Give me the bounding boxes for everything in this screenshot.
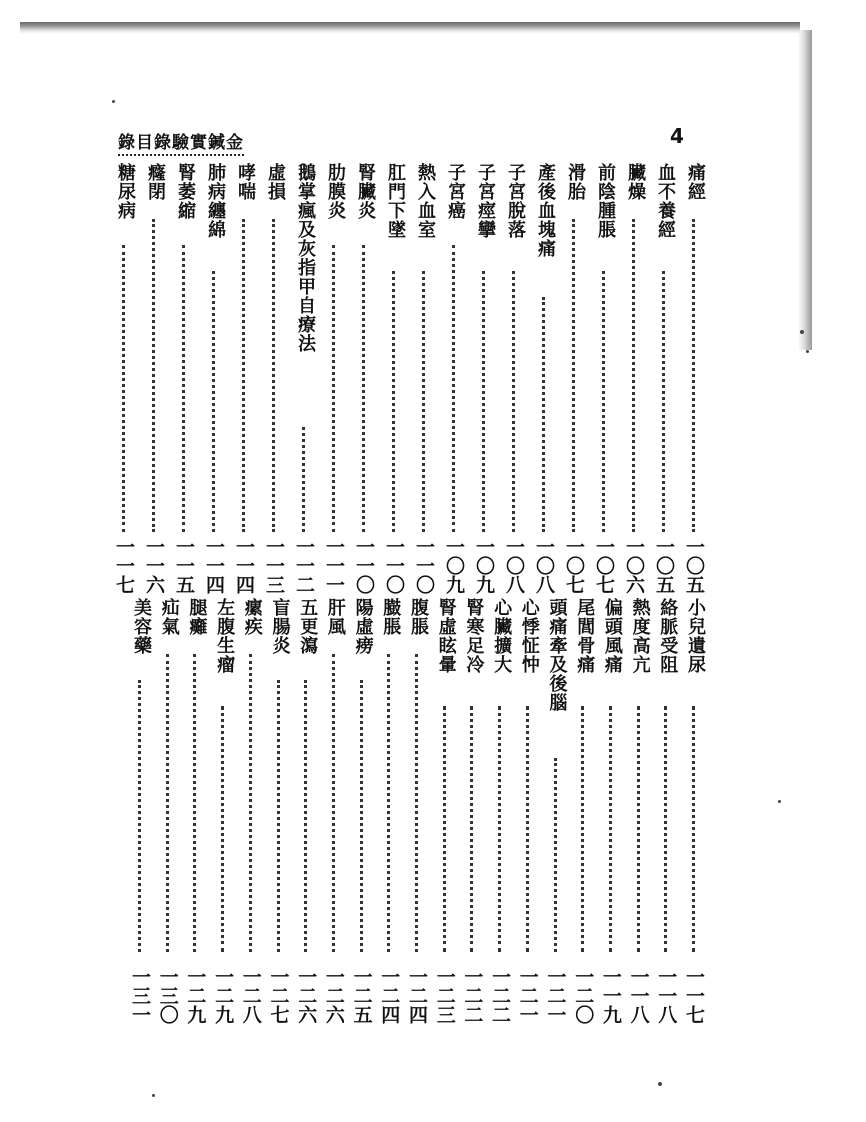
toc-entry-title: 陽虛痨: [352, 598, 374, 655]
toc-leader-dots: [554, 758, 557, 952]
toc-entry-page: 一〇五: [653, 537, 675, 594]
toc-entry: [152, 598, 182, 1028]
toc-entry-title: 臟燥: [625, 163, 646, 201]
toc-entry-title: 肛門下墜: [385, 163, 406, 239]
toc-leader-dots: [332, 245, 335, 532]
toc-entry: [484, 598, 514, 1028]
toc-entry-page: 一一〇: [383, 537, 405, 594]
toc-entry-title: 熱入血室: [415, 163, 436, 239]
toc-entry-page: 一〇七: [593, 537, 615, 594]
toc-entry: [290, 598, 320, 1028]
toc-entry-page: 一二九: [184, 967, 207, 1024]
toc-entry: [567, 598, 597, 1028]
toc-leader-dots: [362, 245, 365, 532]
toc-entry-page: 一二六: [295, 967, 318, 1024]
toc-entry-title: 血不養經: [655, 163, 676, 239]
toc-entry-page: 一一七: [113, 537, 135, 594]
speck: [778, 800, 781, 803]
toc-entry-title: 肝風: [324, 598, 346, 636]
toc-entry: [288, 163, 318, 598]
toc-entry-title: 子宮癌: [445, 163, 466, 220]
toc-entry-page: 一二四: [406, 967, 428, 1024]
toc-leader-dots: [302, 427, 305, 532]
toc-entry-page: 一一八: [627, 967, 650, 1024]
toc-entry-page: 一二三: [433, 967, 456, 1024]
toc-leader-dots: [512, 271, 515, 532]
toc-leader-dots: [692, 219, 695, 532]
toc-entry: [198, 163, 228, 598]
toc-entry: [235, 598, 265, 1028]
speck: [112, 100, 115, 103]
toc-leader-dots: [387, 654, 390, 952]
toc-entry-title: 瘰疾: [241, 598, 263, 636]
toc-entry-title: 尾閭骨痛: [574, 598, 596, 674]
toc-leader-dots: [277, 680, 280, 952]
toc-entry-title: 腿癱: [186, 598, 208, 636]
toc-section-top: [108, 163, 708, 598]
page-number: 4: [670, 124, 684, 148]
toc-entry-page: 一〇九: [473, 537, 495, 594]
toc-entry: [623, 598, 653, 1028]
toc-entry-page: 一三一: [129, 967, 151, 1024]
toc-leader-dots: [526, 706, 529, 952]
toc-leader-dots: [581, 706, 584, 952]
toc-entry-title: 絡脈受阻: [657, 598, 679, 674]
toc-entry: [456, 598, 486, 1028]
toc-leader-dots: [452, 245, 455, 532]
toc-entry-title: 腎萎縮: [175, 163, 196, 220]
toc-entry: [498, 163, 528, 598]
toc-entry-page: 一二〇: [572, 967, 595, 1024]
toc-leader-dots: [443, 706, 446, 952]
toc-entry: [678, 163, 708, 598]
toc-entry: [618, 163, 648, 598]
toc-entry: [528, 163, 558, 598]
toc-leader-dots: [662, 271, 665, 532]
toc-entry-title: 心臟擴大: [491, 598, 513, 674]
speck: [658, 1082, 662, 1086]
toc-entry: [318, 163, 348, 598]
toc-entry: [378, 163, 408, 598]
toc-entry-title: 熱度高亢: [629, 598, 651, 674]
toc-leader-dots: [360, 680, 363, 952]
toc-entry-page: 一二二: [461, 967, 484, 1024]
toc-entry-page: 一二六: [322, 967, 345, 1024]
toc-entry-title: 腎虛眩暈: [435, 598, 457, 674]
toc-entry-page: 一二九: [212, 967, 235, 1024]
toc-entry: [408, 163, 438, 598]
toc-entry-title: 痛經: [685, 163, 706, 201]
toc-leader-dots: [221, 706, 224, 952]
toc-entry-page: 一二七: [267, 967, 290, 1024]
toc-entry: [124, 598, 154, 1028]
toc-entry-page: 一〇七: [563, 537, 585, 594]
toc-entry-title: 心悸怔忡: [518, 598, 540, 674]
toc-entry-page: 一二一: [544, 967, 567, 1024]
toc-section-bottom: [108, 598, 708, 1028]
toc-entry-page: 一一三: [263, 537, 285, 594]
toc-entry-page: 一一五: [173, 537, 195, 594]
toc-leader-dots: [664, 706, 667, 952]
toc-leader-dots: [470, 706, 473, 952]
toc-entry: [179, 598, 209, 1028]
toc-entry-title: 小兒遺尿: [685, 598, 706, 674]
toc-entry-page: 一一九: [599, 967, 622, 1024]
toc-entry: [588, 163, 618, 598]
toc-entry-page: 一一八: [655, 967, 678, 1024]
toc-entry-title: 疝氣: [158, 598, 180, 636]
toc-leader-dots: [166, 654, 169, 952]
toc-entry: [138, 163, 168, 598]
toc-entry-title: 腎寒足冷: [463, 598, 485, 674]
toc-leader-dots: [152, 219, 155, 532]
toc-entry-title: 頭痛牽及後腦: [546, 598, 568, 712]
toc-entry-page: 一三〇: [156, 967, 179, 1024]
toc-leader-dots: [692, 706, 695, 952]
toc-entry-title: 子宮脫落: [505, 163, 526, 239]
toc-entry-title: 臌脹: [380, 598, 402, 636]
toc-leader-dots: [572, 219, 575, 532]
toc-entry: [258, 163, 288, 598]
toc-entry-title: 五更瀉: [297, 598, 319, 655]
toc-entry: [595, 598, 625, 1028]
toc-entry: [648, 163, 678, 598]
toc-entry: [373, 598, 403, 1028]
toc-entry-title: 糖尿病: [115, 163, 136, 220]
toc-entry-page: 一一四: [203, 537, 225, 594]
toc-entry: [438, 163, 468, 598]
toc-entry: [168, 163, 198, 598]
speck: [800, 330, 804, 334]
toc-leader-dots: [138, 680, 141, 952]
toc-entry-title: 前陰腫脹: [595, 163, 616, 239]
toc-entry-page: 一一七: [683, 967, 705, 1024]
scanned-page-top-edge: [20, 22, 800, 34]
toc-entry-page: 一二五: [350, 967, 373, 1024]
toc-entry-title: 鵝掌瘋及灰指甲自療法: [295, 163, 316, 353]
toc-entry: [401, 598, 431, 1028]
toc-entry-page: 一〇八: [533, 537, 555, 594]
toc-entry-title: 肺病纏綿: [205, 163, 226, 239]
toc-entry: [346, 598, 376, 1028]
toc-leader-dots: [542, 297, 545, 532]
toc-leader-dots: [212, 271, 215, 532]
toc-leader-dots: [249, 654, 252, 952]
toc-entry-page: 一一〇: [413, 537, 435, 594]
toc-entry-title: 美容藥: [131, 598, 152, 655]
toc-entry: [678, 598, 708, 1028]
toc-entry-title: 產後血塊痛: [535, 163, 556, 258]
speck: [806, 350, 809, 353]
toc-entry-page: 一二二: [489, 967, 512, 1024]
toc-entry-title: 盲腸炎: [269, 598, 291, 655]
toc-entry: [108, 163, 138, 598]
toc-entry-page: 一〇八: [503, 537, 525, 594]
toc-entry-title: 癃閉: [145, 163, 166, 201]
toc-leader-dots: [272, 219, 275, 532]
toc-entry: [348, 163, 378, 598]
toc-leader-dots: [482, 271, 485, 532]
toc-entry-title: 滑胎: [565, 163, 586, 201]
toc-entry-title: 肋膜炎: [325, 163, 346, 220]
toc-entry: [650, 598, 680, 1028]
toc-entry: [540, 598, 570, 1028]
toc-entry-title: 虛損: [265, 163, 286, 201]
toc-leader-dots: [332, 654, 335, 952]
toc-leader-dots: [182, 245, 185, 532]
toc-entry: [318, 598, 348, 1028]
toc-leader-dots: [422, 271, 425, 532]
toc-entry-title: 子宮痙攣: [475, 163, 496, 239]
toc-entry-title: 腎臟炎: [355, 163, 376, 220]
toc-entry: [558, 163, 588, 598]
toc-entry: [263, 598, 293, 1028]
toc-entry-page: 一一一: [323, 537, 345, 594]
toc-entry-page: 一一二: [293, 537, 315, 594]
toc-leader-dots: [415, 654, 418, 952]
toc-leader-dots: [304, 680, 307, 952]
toc-entry-page: 一〇五: [683, 537, 705, 594]
running-title: 錄目錄驗實鍼金: [118, 128, 244, 156]
toc-leader-dots: [602, 271, 605, 532]
speck: [152, 1094, 155, 1097]
toc-entry-page: 一一四: [233, 537, 255, 594]
toc-entry: [207, 598, 237, 1028]
toc-entry: [468, 163, 498, 598]
toc-entry-page: 一二四: [378, 967, 401, 1024]
toc-entry-page: 一〇六: [623, 537, 645, 594]
toc-leader-dots: [632, 219, 635, 532]
toc-leader-dots: [392, 271, 395, 532]
toc-entry-page: 一二一: [516, 967, 539, 1024]
toc-leader-dots: [122, 245, 125, 532]
toc-leader-dots: [242, 219, 245, 532]
toc-entry-page: 一一六: [143, 537, 165, 594]
toc-entry-title: 左腹生瘤: [214, 598, 236, 674]
toc-entry: [228, 163, 258, 598]
toc-entry: [429, 598, 459, 1028]
toc-entry-page: 一二八: [239, 967, 262, 1024]
toc-leader-dots: [609, 706, 612, 952]
toc-leader-dots: [637, 706, 640, 952]
toc-entry-title: 腹脹: [408, 598, 429, 636]
toc-entry-page: 一〇九: [443, 537, 465, 594]
toc-entry-title: 偏頭風痛: [601, 598, 623, 674]
toc-entry-title: 哮喘: [235, 163, 256, 201]
toc-entry-page: 一一〇: [353, 537, 375, 594]
toc-leader-dots: [193, 654, 196, 952]
toc-leader-dots: [498, 706, 501, 952]
scanned-page-right-edge: [798, 30, 812, 350]
toc-entry: [512, 598, 542, 1028]
